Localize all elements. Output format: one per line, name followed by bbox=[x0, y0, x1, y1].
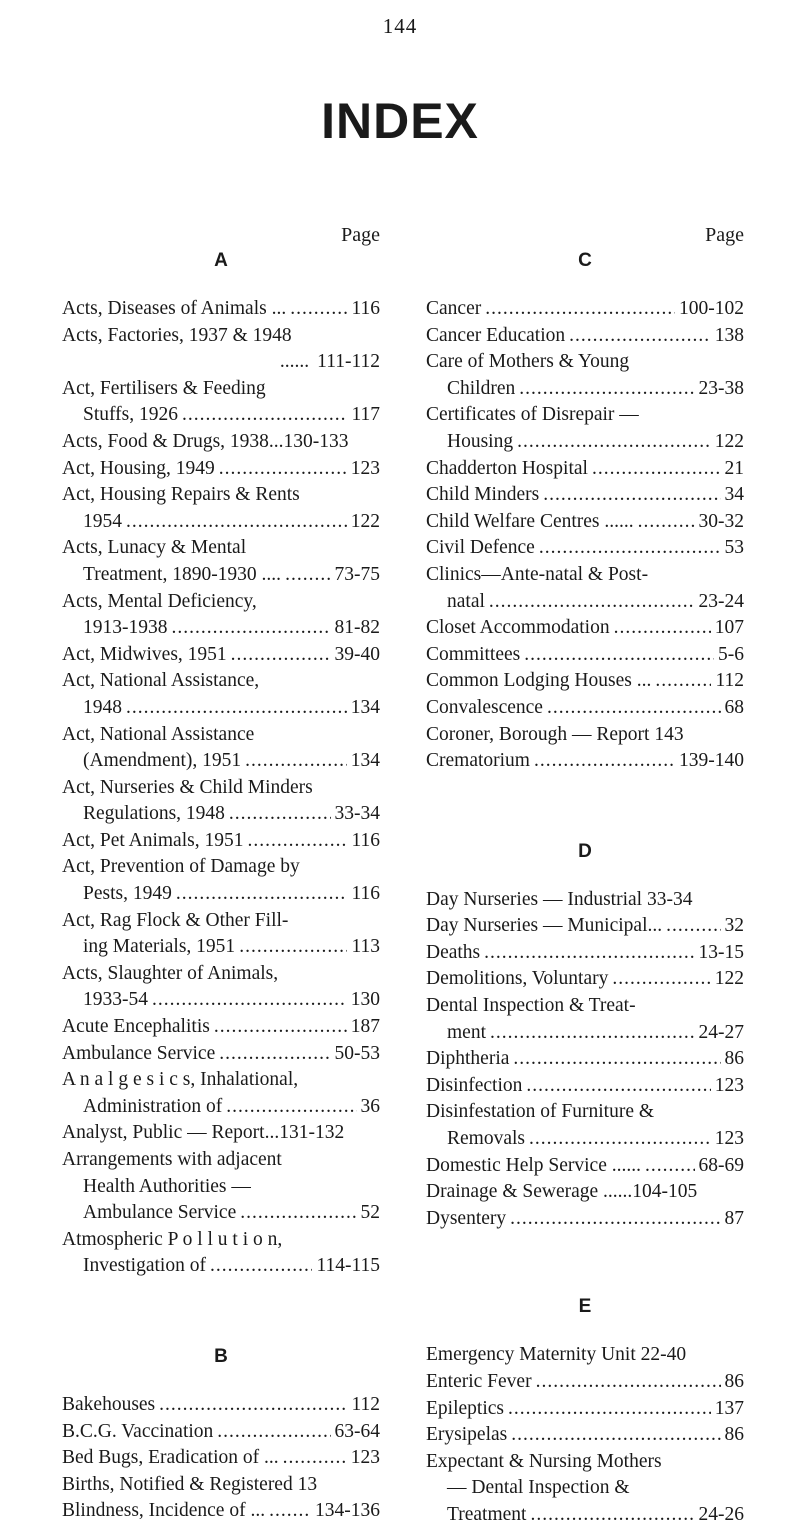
index-column-left bbox=[62, 222, 380, 1525]
section-spacer bbox=[62, 1280, 380, 1344]
dot-leader bbox=[592, 456, 721, 483]
dot-leader bbox=[508, 1396, 711, 1423]
entry-text: (Amendment), 1951 bbox=[83, 750, 242, 772]
dot-leader bbox=[126, 695, 347, 722]
entry-page: 68-69 bbox=[698, 1154, 744, 1176]
entry-text: Acts, Mental Deficiency, bbox=[62, 590, 257, 612]
dot-leader bbox=[285, 562, 330, 589]
dot-leader bbox=[539, 535, 721, 562]
entry-text: Child Minders bbox=[426, 484, 540, 506]
entry-page: 134-136 bbox=[315, 1500, 380, 1522]
entry-text: Chadderton Hospital bbox=[426, 457, 588, 479]
dot-leader bbox=[489, 589, 695, 616]
dot-leader bbox=[245, 748, 347, 775]
entry-page: 134 bbox=[350, 750, 380, 772]
entry-text: Act, National Assistance bbox=[62, 723, 255, 745]
index-entry bbox=[62, 589, 380, 642]
index-entry bbox=[426, 482, 744, 509]
index-entry bbox=[62, 1227, 380, 1280]
dot-leader bbox=[269, 1498, 311, 1525]
entry-page: 73-75 bbox=[334, 563, 380, 585]
entry-page: 39-40 bbox=[334, 643, 380, 665]
entry-text: Stuffs, 1926 bbox=[83, 404, 178, 426]
entry-page: 13-15 bbox=[698, 941, 744, 963]
entry-text: Deaths bbox=[426, 941, 481, 963]
entry-text: Investigation of bbox=[83, 1255, 206, 1277]
index-entry bbox=[426, 1073, 744, 1100]
entry-text: Act, Rag Flock & Other Fill- bbox=[62, 909, 289, 931]
entry-page: 123 bbox=[350, 1447, 380, 1469]
entry-text: Act, Nurseries & Child Minders bbox=[62, 776, 313, 798]
entry-text: Committees bbox=[426, 643, 521, 665]
dot-leader bbox=[534, 748, 675, 775]
entry-page: 5-6 bbox=[718, 643, 744, 665]
entry-page: 81-82 bbox=[334, 617, 380, 639]
entry-text: Day Nurseries — Municipal... bbox=[426, 915, 663, 937]
index-entry bbox=[426, 1422, 744, 1449]
entry-text: Closet Accommodation bbox=[426, 617, 610, 639]
entry-page: 24-27 bbox=[698, 1021, 744, 1043]
index-entry bbox=[62, 535, 380, 588]
entry-page: 138 bbox=[714, 324, 744, 346]
index-entry bbox=[426, 349, 744, 402]
dot-leader bbox=[172, 615, 331, 642]
entry-page: 123 bbox=[714, 1074, 744, 1096]
dot-leader bbox=[219, 456, 347, 483]
entry-text: Cancer bbox=[426, 298, 482, 319]
index-entry bbox=[62, 668, 380, 721]
dot-leader bbox=[182, 402, 347, 429]
entry-text: Bakehouses bbox=[62, 1393, 156, 1415]
dot-leader bbox=[217, 1419, 330, 1446]
dot-leader bbox=[511, 1422, 720, 1449]
index-entry bbox=[62, 722, 380, 775]
index-entry bbox=[62, 376, 380, 429]
entry-text: Bed Bugs, Eradication of ... bbox=[62, 1447, 279, 1469]
entry-text: Child Welfare Centres ...... bbox=[426, 510, 634, 532]
index-entry bbox=[426, 668, 744, 695]
entry-page: 34 bbox=[724, 484, 744, 506]
dot-leader bbox=[612, 966, 710, 993]
entry-text: Administration of bbox=[83, 1095, 223, 1117]
entry-page: 112 bbox=[715, 670, 744, 692]
dot-leader bbox=[526, 1073, 710, 1100]
dot-leader bbox=[569, 323, 711, 350]
entry-text: Acts, Diseases of Animals ... bbox=[62, 298, 287, 319]
dot-leader bbox=[176, 881, 348, 908]
index-entry bbox=[62, 323, 380, 376]
entry-page: 23-38 bbox=[698, 377, 744, 399]
index-entry bbox=[426, 993, 744, 1046]
entry-text: Drainage & Sewerage ......104-105 bbox=[426, 1181, 698, 1203]
entry-text: Day Nurseries — Industrial 33-34 bbox=[426, 888, 693, 910]
entry-page: 24-26 bbox=[698, 1503, 744, 1525]
entry-text: Dysentery bbox=[426, 1207, 507, 1229]
dot-leader bbox=[529, 1126, 711, 1153]
entry-text: Children bbox=[447, 377, 516, 399]
dot-leader bbox=[524, 642, 714, 669]
index-entry bbox=[426, 1206, 744, 1233]
entry-page: 87 bbox=[724, 1207, 744, 1229]
index-entry bbox=[62, 1041, 380, 1068]
index-entry bbox=[62, 1498, 380, 1525]
entry-text: Arrangements with adjacent bbox=[62, 1149, 282, 1170]
index-entry bbox=[426, 1046, 744, 1073]
index-entry bbox=[426, 509, 744, 536]
index-entry bbox=[62, 429, 380, 456]
entry-page: 114-115 bbox=[316, 1255, 380, 1277]
entry-page: 30-32 bbox=[698, 510, 744, 532]
index-entry bbox=[426, 1396, 744, 1423]
entry-text: Crematorium bbox=[426, 750, 530, 772]
entry-page: 187 bbox=[350, 1016, 380, 1038]
entry-page: 123 bbox=[350, 457, 380, 479]
entry-text: Treatment bbox=[447, 1503, 527, 1525]
entry-page: 33-34 bbox=[334, 803, 380, 825]
entry-page: 122 bbox=[714, 430, 744, 452]
index-entry bbox=[426, 695, 744, 722]
entry-text: Erysipelas bbox=[426, 1424, 508, 1446]
dot-leader bbox=[614, 615, 711, 642]
section-letter: E bbox=[578, 1296, 592, 1318]
entry-page: 63-64 bbox=[334, 1420, 380, 1442]
entry-text: Ambulance Service bbox=[83, 1202, 237, 1224]
entry-text: natal bbox=[447, 590, 485, 612]
index-entry bbox=[426, 913, 744, 940]
entry-page: 23-24 bbox=[698, 590, 744, 612]
entry-page: 32 bbox=[724, 915, 744, 937]
entry-page: 139-140 bbox=[679, 750, 744, 772]
dot-leader bbox=[655, 668, 711, 695]
entry-page: 86 bbox=[724, 1048, 744, 1070]
index-entry bbox=[426, 940, 744, 967]
index-entry bbox=[62, 1067, 380, 1120]
entry-text: Act, Fertilisers & Feeding bbox=[62, 377, 266, 399]
index-entry bbox=[426, 1342, 744, 1369]
dot-leader bbox=[290, 296, 347, 323]
entry-page: 68 bbox=[724, 696, 744, 718]
entry-page: 116 bbox=[351, 883, 380, 905]
entry-text: ing Materials, 1951 bbox=[83, 936, 236, 958]
entry-text: Blindness, Incidence of ... bbox=[62, 1500, 266, 1522]
entry-text: Demolitions, Voluntary bbox=[426, 968, 609, 990]
entry-page: 52 bbox=[360, 1202, 380, 1224]
page-column-label: Page bbox=[341, 224, 380, 246]
entry-page: 122 bbox=[350, 510, 380, 532]
index-entry bbox=[426, 535, 744, 562]
entry-text: Acts, Slaughter of Animals, bbox=[62, 962, 279, 984]
section-letter: B bbox=[214, 1345, 228, 1367]
index-entry bbox=[426, 1369, 744, 1396]
entry-text: Care of Mothers & Young bbox=[426, 351, 630, 373]
section-spacer bbox=[426, 775, 744, 839]
section-letter: D bbox=[578, 840, 592, 862]
entry-text: Disinfection bbox=[426, 1074, 523, 1096]
dot-leader bbox=[490, 1020, 695, 1047]
dot-leader bbox=[485, 296, 675, 323]
dot-leader bbox=[152, 987, 347, 1014]
entry-text: B.C.G. Vaccination bbox=[62, 1420, 214, 1442]
dot-leader bbox=[219, 1041, 330, 1068]
entry-text: Dental Inspection & Treat- bbox=[426, 995, 636, 1017]
index-entry bbox=[426, 402, 744, 455]
entry-text: Civil Defence bbox=[426, 537, 535, 559]
dot-leader bbox=[638, 509, 695, 536]
entry-page: 134 bbox=[350, 696, 380, 718]
entry-page: 53 bbox=[724, 537, 744, 559]
index-entry bbox=[62, 775, 380, 828]
index-entry bbox=[62, 1392, 380, 1419]
entry-page: 21 bbox=[724, 457, 744, 479]
entry-page: 137 bbox=[714, 1397, 744, 1419]
entry-text: A n a l g e s i c s, Inhalational, bbox=[62, 1069, 299, 1091]
entry-page: 36 bbox=[360, 1095, 380, 1117]
entry-page: 112 bbox=[351, 1393, 380, 1415]
index-entry bbox=[62, 1472, 380, 1499]
entry-page: 122 bbox=[714, 968, 744, 990]
dot-leader bbox=[547, 695, 721, 722]
index-entry bbox=[426, 1179, 744, 1206]
entry-text: Acts, Lunacy & Mental bbox=[62, 537, 247, 559]
entry-text: 1948 bbox=[83, 696, 122, 718]
dot-leader bbox=[484, 940, 694, 967]
entry-text: Convalescence bbox=[426, 696, 543, 718]
index-entry bbox=[62, 828, 380, 855]
entry-page: 116 bbox=[351, 829, 380, 851]
dot-leader bbox=[159, 1392, 347, 1419]
index-entry bbox=[426, 562, 744, 615]
entry-text: Removals bbox=[447, 1128, 525, 1150]
index-entry bbox=[426, 1099, 744, 1152]
index-entry bbox=[426, 296, 744, 323]
entry-text: Act, Midwives, 1951 bbox=[62, 643, 227, 665]
entry-leader: ...... bbox=[279, 351, 310, 373]
index-entry bbox=[426, 642, 744, 669]
entry-text: — Dental Inspection & bbox=[447, 1477, 630, 1499]
dot-leader bbox=[283, 1445, 347, 1472]
index-entry bbox=[426, 615, 744, 642]
entry-text: Cancer Education bbox=[426, 324, 566, 346]
dot-leader bbox=[517, 429, 711, 456]
index-entry bbox=[62, 642, 380, 669]
entry-page: 123 bbox=[714, 1128, 744, 1150]
entry-text: Clinics—Ante-natal & Post- bbox=[426, 563, 649, 585]
entry-text: Certificates of Disrepair — bbox=[426, 404, 639, 426]
dot-leader bbox=[126, 509, 347, 536]
entry-text: Disinfestation of Furniture & bbox=[426, 1101, 655, 1123]
index-entry bbox=[426, 456, 744, 483]
dot-leader bbox=[240, 1200, 356, 1227]
dot-leader bbox=[543, 482, 720, 509]
dot-leader bbox=[231, 642, 331, 669]
dot-leader bbox=[645, 1153, 695, 1180]
entry-page: 111-112 bbox=[317, 351, 380, 373]
entry-page: 50-53 bbox=[334, 1042, 380, 1064]
dot-leader bbox=[536, 1369, 721, 1396]
dot-leader bbox=[229, 801, 331, 828]
index-entry bbox=[426, 1449, 744, 1529]
index-entry bbox=[426, 887, 744, 914]
entry-text: Common Lodging Houses ... bbox=[426, 670, 652, 692]
entry-text: 1954 bbox=[83, 510, 122, 532]
index-entry bbox=[62, 456, 380, 483]
entry-text: Acts, Factories, 1937 & 1948 bbox=[62, 324, 292, 346]
index-entry bbox=[62, 1147, 380, 1227]
entry-text: Diphtheria bbox=[426, 1048, 510, 1070]
page-title: INDEX bbox=[321, 93, 479, 149]
index-entry bbox=[426, 722, 744, 749]
page-number: 144 bbox=[382, 14, 418, 38]
entry-page: 86 bbox=[724, 1371, 744, 1392]
index-entry bbox=[426, 748, 744, 775]
entry-text: Births, Notified & Registered 13 bbox=[62, 1473, 318, 1495]
dot-leader bbox=[666, 913, 720, 940]
entry-text: Housing bbox=[447, 430, 514, 452]
entry-text: 1913-1938 bbox=[83, 617, 168, 639]
section-letter: A bbox=[214, 250, 228, 271]
entry-text: Expectant & Nursing Mothers bbox=[426, 1450, 662, 1472]
entry-page: 113 bbox=[351, 936, 380, 958]
entry-text: Act, Pet Animals, 1951 bbox=[62, 829, 244, 851]
index-entry bbox=[62, 908, 380, 961]
entry-page: 130 bbox=[350, 989, 380, 1011]
index-entry bbox=[62, 1014, 380, 1041]
entry-text: Pests, 1949 bbox=[83, 883, 172, 905]
entry-text: Act, Prevention of Damage by bbox=[62, 856, 300, 878]
entry-text: Acts, Food & Drugs, 1938...130-133 bbox=[62, 430, 349, 452]
entry-text: Atmospheric P o l l u t i o n, bbox=[62, 1228, 283, 1250]
entry-text: Regulations, 1948 bbox=[83, 803, 225, 825]
section-spacer bbox=[426, 1232, 744, 1294]
entry-text: Act, Housing, 1949 bbox=[62, 457, 215, 479]
entry-text: Act, National Assistance, bbox=[62, 670, 260, 692]
index-column-right bbox=[426, 222, 744, 1529]
entry-text: Ambulance Service bbox=[62, 1042, 216, 1064]
index-entry bbox=[62, 296, 380, 323]
entry-page: 100-102 bbox=[679, 298, 744, 319]
entry-text: Acute Encephalitis bbox=[62, 1016, 210, 1038]
dot-leader bbox=[513, 1046, 720, 1073]
index-entry bbox=[62, 1445, 380, 1472]
entry-text: Enteric Fever bbox=[426, 1371, 532, 1392]
dot-leader bbox=[214, 1014, 347, 1041]
dot-leader bbox=[210, 1253, 313, 1280]
index-entry bbox=[62, 854, 380, 907]
page-column-label: Page bbox=[705, 224, 744, 246]
dot-leader bbox=[519, 376, 694, 403]
entry-text: Act, Housing Repairs & Rents bbox=[62, 484, 300, 506]
entry-text: Coroner, Borough — Report 143 bbox=[426, 723, 684, 745]
entry-page: 86 bbox=[724, 1424, 744, 1446]
index-entry bbox=[426, 323, 744, 350]
entry-page: 116 bbox=[351, 298, 380, 319]
entry-text: Epileptics bbox=[426, 1397, 504, 1419]
index-entry bbox=[426, 1153, 744, 1180]
entry-text: 1933-54 bbox=[83, 989, 148, 1011]
entry-text: Emergency Maternity Unit 22-40 bbox=[426, 1344, 687, 1366]
entry-page: 107 bbox=[714, 617, 744, 639]
entry-text: Domestic Help Service ...... bbox=[426, 1154, 641, 1176]
dot-leader bbox=[239, 934, 347, 961]
entry-text: ment bbox=[447, 1021, 486, 1043]
entry-text: Analyst, Public — Report...131-132 bbox=[62, 1122, 345, 1144]
index-entry bbox=[62, 1120, 380, 1147]
dot-leader bbox=[510, 1206, 720, 1233]
index-entry bbox=[426, 966, 744, 993]
index-entry bbox=[62, 961, 380, 1014]
index-entry bbox=[62, 1419, 380, 1446]
section-letter: C bbox=[578, 250, 592, 271]
entry-page: 117 bbox=[351, 404, 380, 426]
dot-leader bbox=[247, 828, 347, 855]
entry-text: Treatment, 1890-1930 .... bbox=[83, 563, 282, 585]
entry-text: Health Authorities — bbox=[83, 1175, 251, 1197]
dot-leader bbox=[226, 1094, 356, 1121]
dot-leader bbox=[530, 1502, 694, 1529]
index-entry bbox=[62, 482, 380, 535]
